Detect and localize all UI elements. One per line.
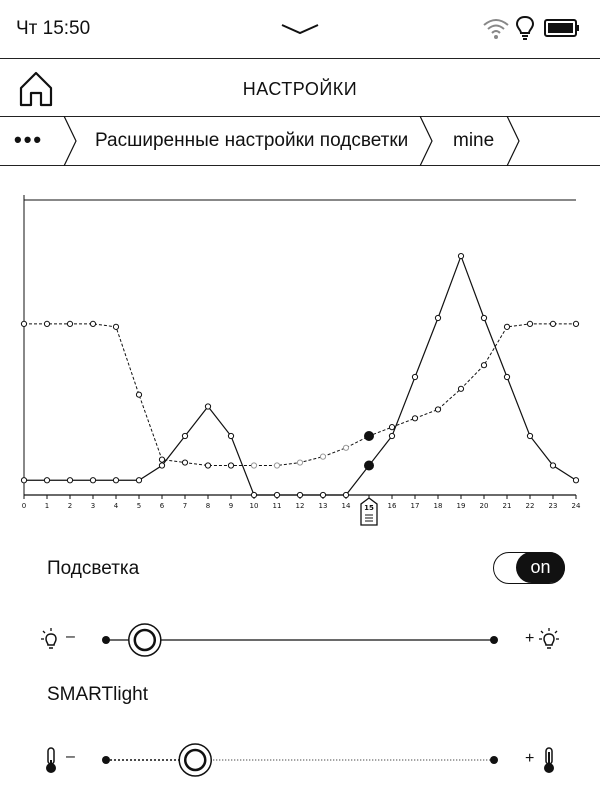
series-line-brightness xyxy=(24,256,576,495)
brightness-slider[interactable] xyxy=(0,620,600,660)
data-point-brightness[interactable] xyxy=(182,433,187,438)
data-point-brightness[interactable] xyxy=(573,478,578,483)
data-point-color_temperature[interactable] xyxy=(251,463,256,468)
data-point-brightness[interactable] xyxy=(435,315,440,320)
x-tick-label: 22 xyxy=(525,502,535,510)
x-tick-label: 1 xyxy=(44,502,50,510)
x-tick-label: 16 xyxy=(387,502,397,510)
data-point-color_temperature[interactable] xyxy=(182,460,187,465)
data-point-color_temperature[interactable] xyxy=(343,445,348,450)
wifi-icon xyxy=(482,16,510,40)
current-hour-marker[interactable] xyxy=(361,498,377,525)
data-point-color_temperature[interactable] xyxy=(44,321,49,326)
data-point-brightness[interactable] xyxy=(343,492,348,497)
data-point-brightness[interactable] xyxy=(21,478,26,483)
backlight-label: Подсветка xyxy=(47,558,140,579)
brightness-plus[interactable]: + xyxy=(525,630,535,647)
x-tick-label: 18 xyxy=(433,502,443,510)
series-line-color_temperature xyxy=(24,324,576,466)
x-tick-label: 10 xyxy=(249,502,259,510)
data-point-brightness[interactable] xyxy=(44,478,49,483)
smartlight-label: SMARTlight xyxy=(47,684,149,705)
brightness-slider-knob[interactable] xyxy=(129,624,161,656)
data-point-color_temperature[interactable] xyxy=(113,324,118,329)
breadcrumb-item-mine[interactable]: mine xyxy=(453,130,495,151)
x-tick-label: 24 xyxy=(571,502,581,510)
x-tick-label: 5 xyxy=(136,502,142,510)
x-tick-label: 19 xyxy=(456,502,466,510)
data-point-brightness[interactable] xyxy=(458,253,463,258)
data-point-color_temperature[interactable] xyxy=(205,463,210,468)
backlight-schedule-chart[interactable] xyxy=(0,190,600,530)
backlight-toggle-knob: on xyxy=(516,552,565,583)
temperature-plus[interactable]: + xyxy=(525,750,535,767)
breadcrumb-more-button[interactable]: ••• xyxy=(14,127,44,152)
data-point-color_temperature[interactable] xyxy=(228,463,233,468)
battery-icon xyxy=(544,18,580,38)
data-point-color_temperature[interactable] xyxy=(435,407,440,412)
x-tick-label: 20 xyxy=(479,502,489,510)
data-point-color_temperature[interactable] xyxy=(159,457,164,462)
status-clock: Чт 15:50 xyxy=(16,18,91,39)
current-hour-label: 15 xyxy=(364,504,374,512)
x-tick-label: 9 xyxy=(228,502,234,510)
x-tick-label: 14 xyxy=(341,502,351,510)
data-point-color_temperature[interactable] xyxy=(527,321,532,326)
temperature-slider-knob[interactable] xyxy=(179,744,211,776)
data-point-color_temperature[interactable] xyxy=(458,386,463,391)
x-tick-label: 12 xyxy=(295,502,305,510)
breadcrumb-separator-icon xyxy=(62,116,78,166)
data-point-brightness[interactable] xyxy=(251,492,256,497)
data-point-brightness[interactable] xyxy=(365,461,374,470)
data-point-color_temperature[interactable] xyxy=(412,416,417,421)
data-point-brightness[interactable] xyxy=(67,478,72,483)
brightness-high-icon[interactable] xyxy=(538,628,560,652)
data-point-brightness[interactable] xyxy=(389,433,394,438)
color-temperature-slider[interactable] xyxy=(0,740,600,780)
data-point-brightness[interactable] xyxy=(504,374,509,379)
data-point-color_temperature[interactable] xyxy=(320,454,325,459)
data-point-color_temperature[interactable] xyxy=(67,321,72,326)
x-tick-label: 13 xyxy=(318,502,328,510)
data-point-brightness[interactable] xyxy=(412,374,417,379)
lightbulb-icon xyxy=(516,15,534,41)
thermometer-hot-icon[interactable] xyxy=(542,746,556,774)
x-tick-label: 0 xyxy=(21,502,27,510)
x-tick-label: 4 xyxy=(113,502,119,510)
page-title: НАСТРОЙКИ xyxy=(242,79,358,99)
data-point-brightness[interactable] xyxy=(159,463,164,468)
data-point-color_temperature[interactable] xyxy=(504,324,509,329)
breadcrumb-separator-icon xyxy=(505,116,521,166)
x-tick-label: 21 xyxy=(502,502,512,510)
data-point-color_temperature[interactable] xyxy=(274,463,279,468)
chevron-down-icon[interactable] xyxy=(280,22,320,36)
data-point-brightness[interactable] xyxy=(481,315,486,320)
data-point-brightness[interactable] xyxy=(228,433,233,438)
data-point-color_temperature[interactable] xyxy=(90,321,95,326)
breadcrumb-separator-icon xyxy=(418,116,434,166)
data-point-brightness[interactable] xyxy=(205,404,210,409)
brightness-minus[interactable]: – xyxy=(66,628,75,645)
data-point-brightness[interactable] xyxy=(136,478,141,483)
data-point-color_temperature[interactable] xyxy=(481,363,486,368)
breadcrumb-item-advanced-backlight[interactable]: Расширенные настройки подсветки xyxy=(95,130,409,151)
data-point-color_temperature[interactable] xyxy=(297,460,302,465)
header xyxy=(0,58,600,117)
temperature-track[interactable] xyxy=(0,740,600,780)
data-point-brightness[interactable] xyxy=(550,463,555,468)
data-point-brightness[interactable] xyxy=(527,433,532,438)
data-point-brightness[interactable] xyxy=(320,492,325,497)
x-tick-label: 23 xyxy=(548,502,558,510)
x-tick-label: 8 xyxy=(205,502,211,510)
brightness-track[interactable] xyxy=(0,620,600,660)
data-point-brightness[interactable] xyxy=(113,478,118,483)
data-point-color_temperature[interactable] xyxy=(365,432,374,441)
x-tick-label: 2 xyxy=(67,502,73,510)
data-point-brightness[interactable] xyxy=(90,478,95,483)
x-tick-label: 11 xyxy=(272,502,282,510)
data-point-color_temperature[interactable] xyxy=(389,425,394,430)
x-tick-label: 17 xyxy=(410,502,420,510)
breadcrumb xyxy=(0,116,600,166)
data-point-color_temperature[interactable] xyxy=(21,321,26,326)
x-tick-label: 3 xyxy=(90,502,96,510)
data-point-color_temperature[interactable] xyxy=(136,392,141,397)
x-tick-label: 7 xyxy=(182,502,188,510)
temperature-minus[interactable]: – xyxy=(66,748,75,765)
data-point-color_temperature[interactable] xyxy=(573,321,578,326)
data-point-color_temperature[interactable] xyxy=(550,321,555,326)
data-point-brightness[interactable] xyxy=(297,492,302,497)
data-point-brightness[interactable] xyxy=(274,492,279,497)
x-tick-label: 6 xyxy=(159,502,165,510)
status-bar xyxy=(0,0,600,58)
backlight-toggle[interactable] xyxy=(493,552,565,584)
